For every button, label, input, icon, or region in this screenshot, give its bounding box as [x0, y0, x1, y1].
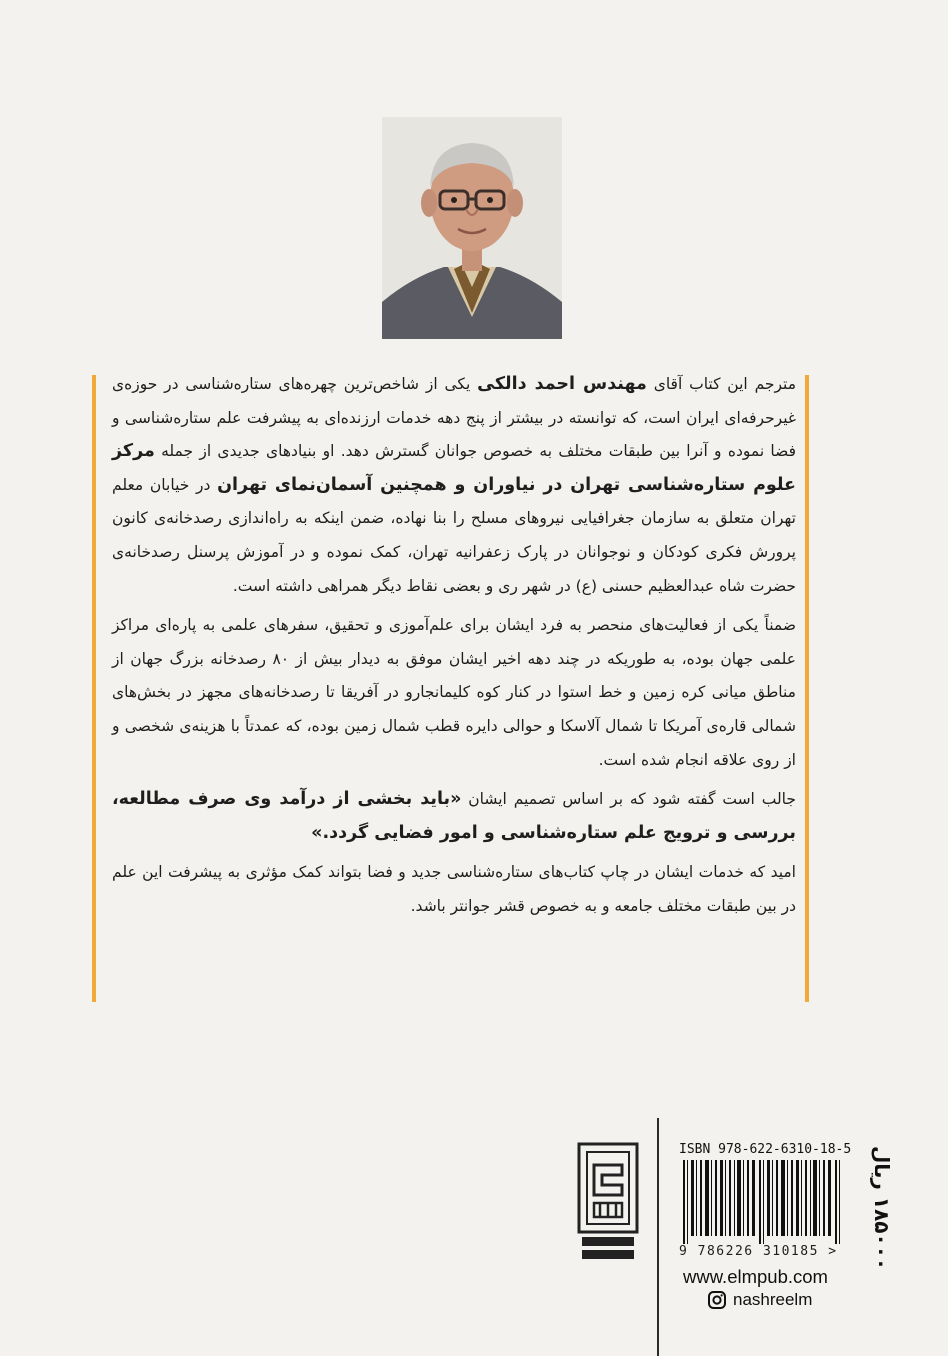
barcode [679, 1160, 849, 1244]
center-names: مرکز علوم ستاره‌شناسی تهران در نیاوران و همچنین آسمان‌نمای تهران [112, 441, 796, 495]
bio-paragraph-1 [112, 368, 796, 603]
bio-p1-lead: مترجم این کتاب آقای [653, 375, 796, 393]
publisher-logo-mark [576, 1141, 640, 1263]
book-price: ۱۸۵۰۰۰ ریال [870, 1145, 894, 1270]
accent-rule-right [805, 375, 809, 1002]
footer-divider [657, 1118, 659, 1356]
bio-paragraph-4: امید که خدمات ایشان در چاپ کتاب‌های ستاره‌شناسی جدید و فضا بتواند کمک مؤثری به پیشرفت این علم در بین طبقات مختلف جامعه و به خصوص قشر جوانتر باشد. [112, 863, 796, 915]
bio-p1-body: یکی از شاخص‌ترین چهره‌های ستاره‌شناسی در حوزه‌ی غیرحرفه‌ای ایران است، که توانسته در بیشتر از پنج دهه خدمات ارزنده‌ای به پیشرفت علم ستاره‌شناسی و فضا نموده و آنرا بین طبقات مختلف به خصوص جوانان گسترش دهد. او بنیادهای جدیدی از جمله [112, 375, 796, 461]
barcode-bars [679, 1160, 849, 1244]
publisher-website[interactable]: www.elmpub.com [683, 1266, 828, 1287]
bio-paragraph-3 [112, 783, 796, 850]
accent-rule-left [92, 375, 96, 1002]
isbn-number: ISBN 978-622-6310-18-5 [679, 1142, 852, 1157]
bio-p1-tail: در خیابان معلم تهران متعلق به سازمان جغرافیایی نیروهای مسلح را بنا نهاده، ضمن اینکه به راه‌اندازی رصدخانه‌ی کانون پرورش فکری کودکان و نوجوانان در پارک زعفرانیه تهران، کمک نموده و در آموزش پرسنل رصدخانه‌ی حضرت شاه عبدالعظیم حسنی (ع) در شهر ری و بعضی نقاط دیگر همراهی داشته است. [112, 475, 796, 595]
translator-name: مهندس احمد دالکی [477, 374, 647, 394]
translator-bio [112, 368, 796, 930]
instagram-icon [707, 1290, 727, 1310]
portrait-illustration [382, 117, 562, 339]
bio-paragraph-2: ضمناً یکی از فعالیت‌های منحصر به فرد ایشان برای علم‌آموزی و تحقیق، سفرهای علمی به پاره‌ای مراکز علمی جهان بوده، به طوریکه در چند دهه اخیر ایشان موفق به دیدار بیش از ۸۰ رصدخانه بزرگ جهان از مناطق میانی کره زمین و خط استوا در کنار کوه کلیمانجارو در آفریقا تا رصدخانه‌های مجهز در بخش‌های شمالی قاره‌ی آمریکا تا شمال آلاسکا و حوالی دایره قطب شمال زمین بوده، که عمدتاً با هزینه‌ی شخصی و از روی علاقه انجام شده است. [112, 616, 796, 769]
publisher-logo [576, 1141, 640, 1263]
social-handle: nashreelm [733, 1290, 813, 1309]
bio-quote: «باید بخشی از درآمد وی صرف مطالعه، بررسی و ترویج علم ستاره‌شناسی و امور فضایی گردد.» [112, 789, 796, 843]
author-portrait [382, 117, 562, 339]
bio-p3-lead: جالب است گفته شود که بر اساس تصمیم ایشان [468, 790, 796, 809]
social-handle-row[interactable] [707, 1290, 812, 1310]
barcode-digits: 9 786226 310185 > [679, 1244, 838, 1259]
